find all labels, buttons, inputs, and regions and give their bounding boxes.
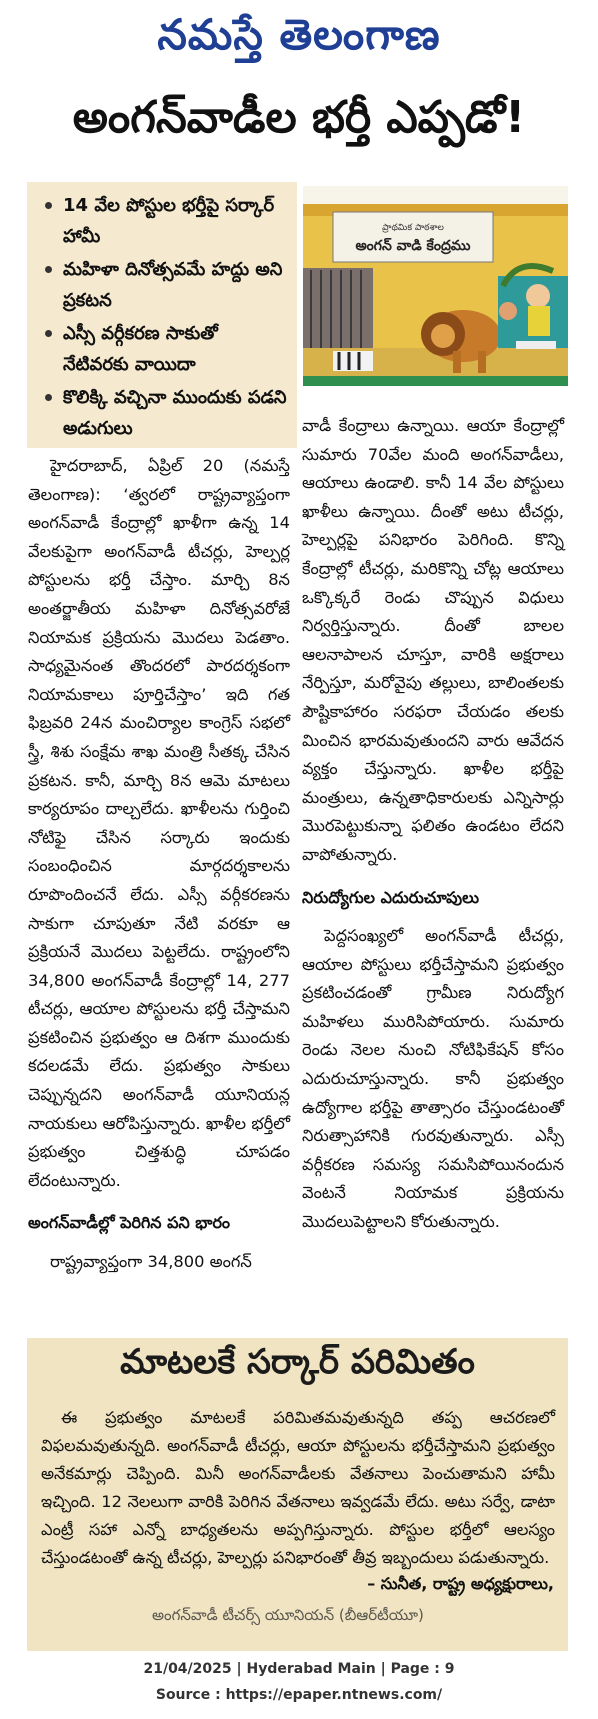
highlight-text: కొలిక్కి వచ్చినా ముందుకు పడని అడుగులు (63, 387, 287, 439)
footer-edition-info: 21/04/2025 | Hyderabad Main | Page : 9 (143, 1661, 455, 1677)
photo-sign-text: అంగన్ వాడి కేంద్రము (355, 238, 471, 254)
bullet-icon (45, 202, 52, 209)
highlight-item (41, 254, 287, 316)
highlight-text: మహిళా దినోత్సవమే హద్దు అని ప్రకటన (63, 259, 283, 311)
masthead (0, 0, 598, 78)
quote-paragraph: ఈ ప్రభుత్వం మాటలకే పరిమితమవుతున్నది తప్ప ఆచరణలో విఫలమవుతున్నది. అంగన్‌వాడీ టీచర్లు, ఆయా పోస్టులను భర్తీచేస్తామని ప్రభుత్వం అనేకమార్లు చెప్పింది. మినీ అంగన్‌వాడీలకు వేతనాలు పెంచుతామని హామీ ఇచ్చింది. 12 నెలలుగా వారికి పెరిగిన వేతనాలు ఇవ్వడమే లేదు. అటు సర్వే, డాటా ఎంట్రీ సహా ఎన్నో బాధ్యతలను అప్పగిస్తున్నారు. పోస్టుల భర్తీలో ఆలస్యం చేస్తుండటంతో ఉన్న టీచర్లు, హెల్పర్లు పనిభారంతో తీవ్ర ఇబ్బందులు పడుతున్నారు. (41, 1408, 555, 1567)
quote-signature-org: అంగన్‌వాడీ టీచర్స్ యూనియన్ (బీఆర్‌టీయూ) (152, 1606, 424, 1624)
headline: అంగన్‌వాడీల భర్తీ ఎప్పడో! (72, 92, 526, 143)
highlight-item (41, 382, 287, 444)
highlight-text: 14 వేల పోస్టుల భర్తీపై సర్కార్ హామీ (63, 195, 275, 247)
highlight-item (41, 190, 287, 252)
masthead-title: నమస్తే తెలంగాణ (157, 10, 441, 59)
subheading: అంగన్‌వాడీల్లో పెరిగిన పని భారం (28, 1213, 231, 1233)
highlight-text: ఎస్సీ వర్గీకరణ సాకుతో నేటివరకు వాయిదా (63, 323, 218, 375)
bullet-icon (45, 330, 52, 337)
anganwadi-photo (303, 186, 568, 386)
article-paragraph: వాడీ కేంద్రాలు ఉన్నాయి. ఆయా కేంద్రాల్లో సుమారు 70వేల మంది అంగన్‌వాడీలు, ఆయాలు ఉండాలి. కానీ 14 వేల పోస్టులు ఖాళీలు ఉన్నాయి. దీంతో అటు టీచర్లు, హెల్పర్లపై పనిభారం పెరిగింది. కొన్ని కేంద్రాల్లో టీచర్లు, మరికొన్ని చోట్ల ఆయాలు ఒక్కొక్కరే రెండు చొప్పున విధులు నిర్వర్తిస్తున్నారు. దీంతో బాలల ఆలనాపాలన చూస్తూ, వారికి అక్షరాలు నేర్పిస్తూ, మరోవైపు తల్లులు, బాలింతలకు పౌష్టికాహారం సరఫరా చేయడం తలకు మించిన భారమవుతుందని వారు ఆవేదన వ్యక్తం చేస్తున్నారు. ఖాళీల భర్తీపై మంత్రులు, ఉన్నతాధికారులకు ఎన్నిసార్లు మొరపెట్టుకున్నా ఫలితం ఉండటం లేదని వాపోతున్నారు. (302, 416, 564, 864)
quote-signature: – సునీత, రాష్ట్ర అధ్యక్షురాలు, (367, 1574, 554, 1593)
highlight-item (41, 318, 287, 380)
photo-sign-small: ప్రాథమిక పాఠశాల (382, 223, 444, 233)
quote-box-body (41, 1404, 555, 1572)
article-paragraph: హైదరాబాద్, ఏప్రిల్ 20 (నమస్తే తెలంగాణ): ‘త్వరలో రాష్ట్రవ్యాప్తంగా అంగన్‌వాడీ కేంద్రాల్లో ఖాళీగా ఉన్న 14 వేలకుపైగా అంగన్‌వాడీ టీచర్లు, హెల్పర్ల పోస్టులను భర్తీ చేస్తాం. మార్చి 8న అంతర్జాతీయ మహిళా దినోత్సవరోజే నియామక ప్రక్రియను మొదలు పెడతాం. సాధ్యమైనంత తొందరలో పారదర్శకంగా నియామకాలు పూర్తిచేస్తాం’ ఇది గత ఫిబ్రవరి 24న మంచిర్యాల కాంగ్రెస్ సభలో స్త్రీ, శిశు సంక్షేమ శాఖ మంత్రి సీతక్క చేసిన ప్రకటన. కానీ, మార్చి 8న ఆమె మాటలు కార్యరూపం దాల్చలేదు. ఖాళీలను గుర్తించి నోటిఫై చేసిన సర్కారు ఇందుకు సంబంధించిన మార్గదర్శకాలను రూపొందించనే లేదు. ఎస్సీ వర్గీకరణను సాకుగా చూపుతూ నేటి వరకూ ఆ ప్రక్రియనే మొదలు పెట్టలేదు. రాష్ట్రంలోని 34,800 అంగన్‌వాడీ కేంద్రాల్లో 14, 277 టీచర్లు, ఆయాల పోస్టులను భర్తీ చేస్తామని ప్రకటించిన ప్రభుత్వం ఆ దిశగా ముందుకు కదలడమే లేదు. ప్రభుత్వం సాకులు చెప్పున్నదని అంగన్‌వాడీ యూనియన్ల నాయకులు ఆరోపిస్తున్నారు. ఖాళీల భర్తీలో ప్రభుత్వం చిత్తశుద్ధి చూపడం లేదంటున్నారు. (28, 456, 290, 1190)
subheading: నిరుద్యోగుల ఎదురుచూపులు (302, 887, 480, 907)
bullet-icon (45, 266, 52, 273)
highlights-box (27, 182, 297, 448)
quote-box-title: మాటలకే సర్కార్ పరిమితం (120, 1342, 475, 1382)
bullet-icon (45, 394, 52, 401)
quote-box (27, 1338, 568, 1651)
article-paragraph: రాష్ట్రవ్యాప్తంగా 34,800 అంగన్ (50, 1252, 252, 1272)
anganwadi-building-image (303, 186, 568, 386)
article-paragraph: పెద్దసంఖ్యలో అంగన్‌వాడీ టీచర్లు, ఆయాల పోస్టులు భర్తీచేస్తామని ప్రభుత్వం ప్రకటించడంతో గ్రామీణ నిరుద్యోగ మహిళలు మురిసిపోయారు. సుమారు రెండు నెలల నుంచి నోటిఫికేషన్ కోసం ఎదురుచూస్తున్నారు. కానీ ప్రభుత్వం ఉద్యోగాల భర్తీపై తాత్సారం చేస్తుండటంతో నిరుత్సాహానికి గురవుతున్నారు. ఎస్సీ వర్గీకరణ సమస్య సమసిపోయినందున వెంటనే నియామక ప్రక్రియను మొదలుపెట్టాలని కోరుతున్నారు. (302, 926, 564, 1232)
footer-source-link[interactable]: Source : https://epaper.ntnews.com/ (155, 1687, 443, 1703)
article-column-1 (28, 452, 290, 1277)
article-column-2 (302, 412, 564, 1237)
